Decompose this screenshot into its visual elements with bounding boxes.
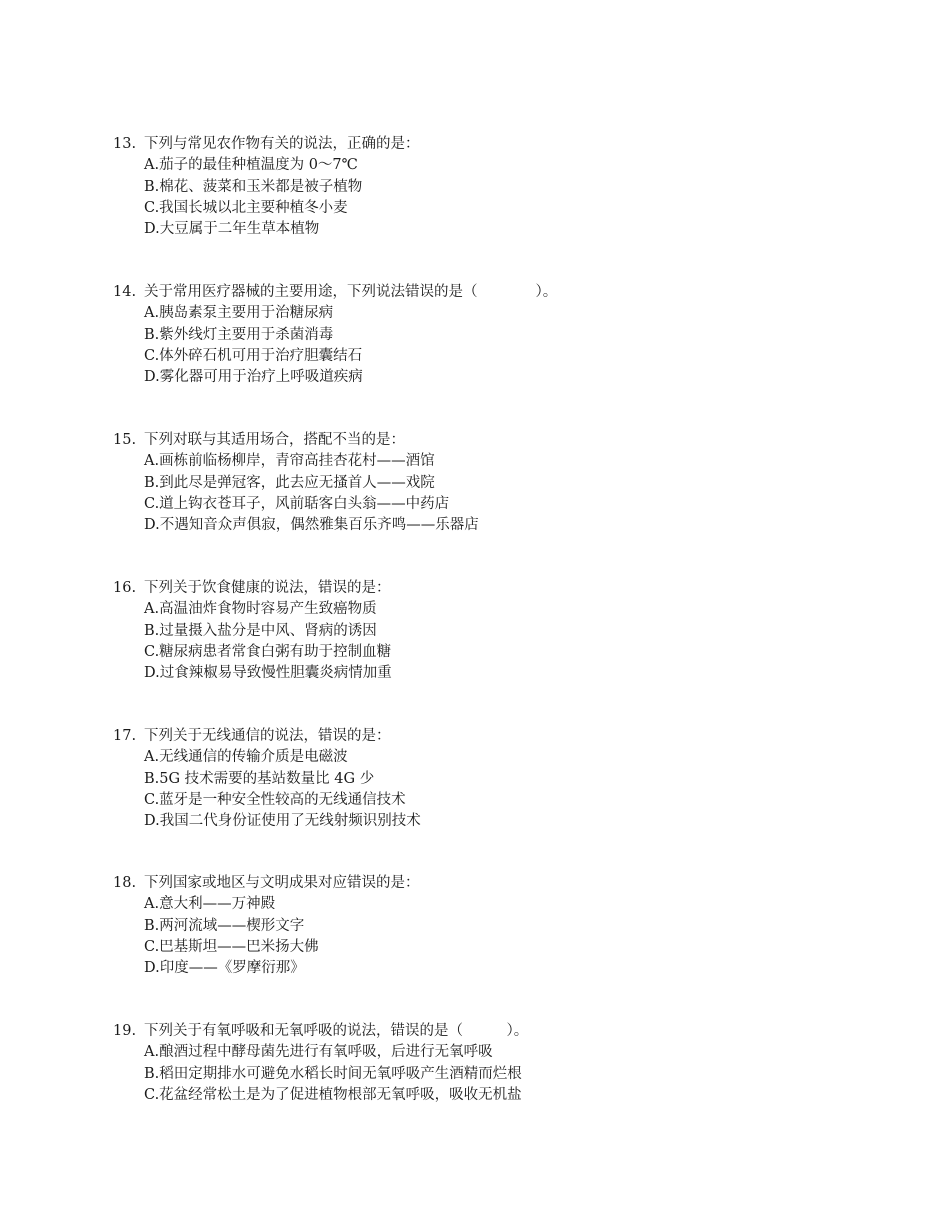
option-d: D.不遇知音众声俱寂，偶然雅集百乐齐鸣——乐器店: [144, 517, 479, 534]
option-d: D.雾化器可用于治疗上呼吸道疾病: [144, 369, 363, 386]
question-17: [113, 726, 873, 832]
question-18: [113, 873, 873, 979]
option-b: B.棉花、菠菜和玉米都是被子植物: [144, 178, 363, 195]
question-text: 下列关于无线通信的说法，错误的是：: [144, 728, 391, 744]
question-15: [113, 430, 873, 536]
option-d: D.大豆属于二年生草本植物: [144, 221, 320, 238]
question-number: 17.: [113, 728, 137, 744]
question-number: 16.: [113, 580, 137, 596]
option-d: D.过食辣椒易导致慢性胆囊炎病情加重: [144, 665, 392, 682]
question-16: [113, 578, 873, 684]
option-a: A.胰岛素泵主要用于治糖尿病: [144, 305, 334, 322]
question-text: 关于常用医疗器械的主要用途，下列说法错误的是（ ）。: [144, 284, 558, 300]
question-number: 19.: [113, 1023, 137, 1039]
option-a: A.画栋前临杨柳岸，青帘高挂杏花村——酒馆: [144, 453, 435, 470]
option-d: D.印度——《罗摩衍那》: [144, 960, 305, 977]
option-a: A.无线通信的传输介质是电磁波: [144, 749, 348, 766]
question-text: 下列关于有氧呼吸和无氧呼吸的说法，错误的是（ ）。: [144, 1023, 529, 1039]
question-stem: [113, 430, 873, 451]
option-b: B.紫外线灯主要用于杀菌消毒: [144, 326, 334, 343]
question-number: 13.: [113, 136, 137, 152]
question-13: [113, 134, 873, 240]
option-c: C.糖尿病患者常食白粥有助于控制血糖: [144, 643, 392, 660]
option-a: A.意大利——万神殿: [144, 896, 276, 913]
option-c: C.我国长城以北主要种植冬小麦: [144, 199, 348, 216]
question-stem: [113, 282, 873, 303]
option-c: C.道上钩衣苍耳子，风前聒客白头翁——中药店: [144, 495, 450, 512]
question-stem: [113, 1021, 873, 1042]
question-19: [113, 1021, 873, 1106]
option-c: C.花盆经常松土是为了促进植物根部无氧呼吸，吸收无机盐: [144, 1086, 522, 1103]
question-14: [113, 282, 873, 388]
option-a: A.酿酒过程中酵母菌先进行有氧呼吸，后进行无氧呼吸: [144, 1044, 493, 1061]
question-stem: [113, 726, 873, 747]
question-text-emphasis: 不当: [332, 432, 362, 448]
question-stem: [113, 873, 873, 894]
question-number: 18.: [113, 875, 137, 891]
option-b: B.5G 技术需要的基站数量比 4G 少: [144, 770, 375, 787]
question-number: 14.: [113, 284, 137, 300]
question-text: 下列关于饮食健康的说法，错误的是：: [144, 580, 391, 596]
question-number: 15.: [113, 432, 137, 448]
option-b: B.到此尽是弹冠客，此去应无搔首人——戏院: [144, 474, 435, 491]
question-text: 下列国家或地区与文明成果对应错误的是：: [144, 875, 420, 891]
question-text-before: 下列对联与其适用场合，搭配: [144, 432, 333, 448]
question-text-after: 的是：: [361, 432, 405, 448]
question-stem: [113, 578, 873, 599]
option-c: C.巴基斯坦——巴米扬大佛: [144, 938, 319, 955]
question-stem: [113, 134, 873, 155]
option-d: D.我国二代身份证使用了无线射频识别技术: [144, 813, 421, 830]
option-b: B.稻田定期排水可避免水稻长时间无氧呼吸产生酒精而烂根: [144, 1065, 522, 1082]
option-b: B.过量摄入盐分是中风、肾病的诱因: [144, 622, 377, 639]
option-c: C.体外碎石机可用于治疗胆囊结石: [144, 347, 363, 364]
option-a: A.高温油炸食物时容易产生致癌物质: [144, 601, 377, 618]
option-a: A.茄子的最佳种植温度为 0～7℃: [144, 157, 358, 174]
option-c: C.蓝牙是一种安全性较高的无线通信技术: [144, 791, 406, 808]
option-b: B.两河流域——楔形文字: [144, 917, 305, 934]
question-text: 下列与常见农作物有关的说法，正确的是：: [144, 136, 420, 152]
